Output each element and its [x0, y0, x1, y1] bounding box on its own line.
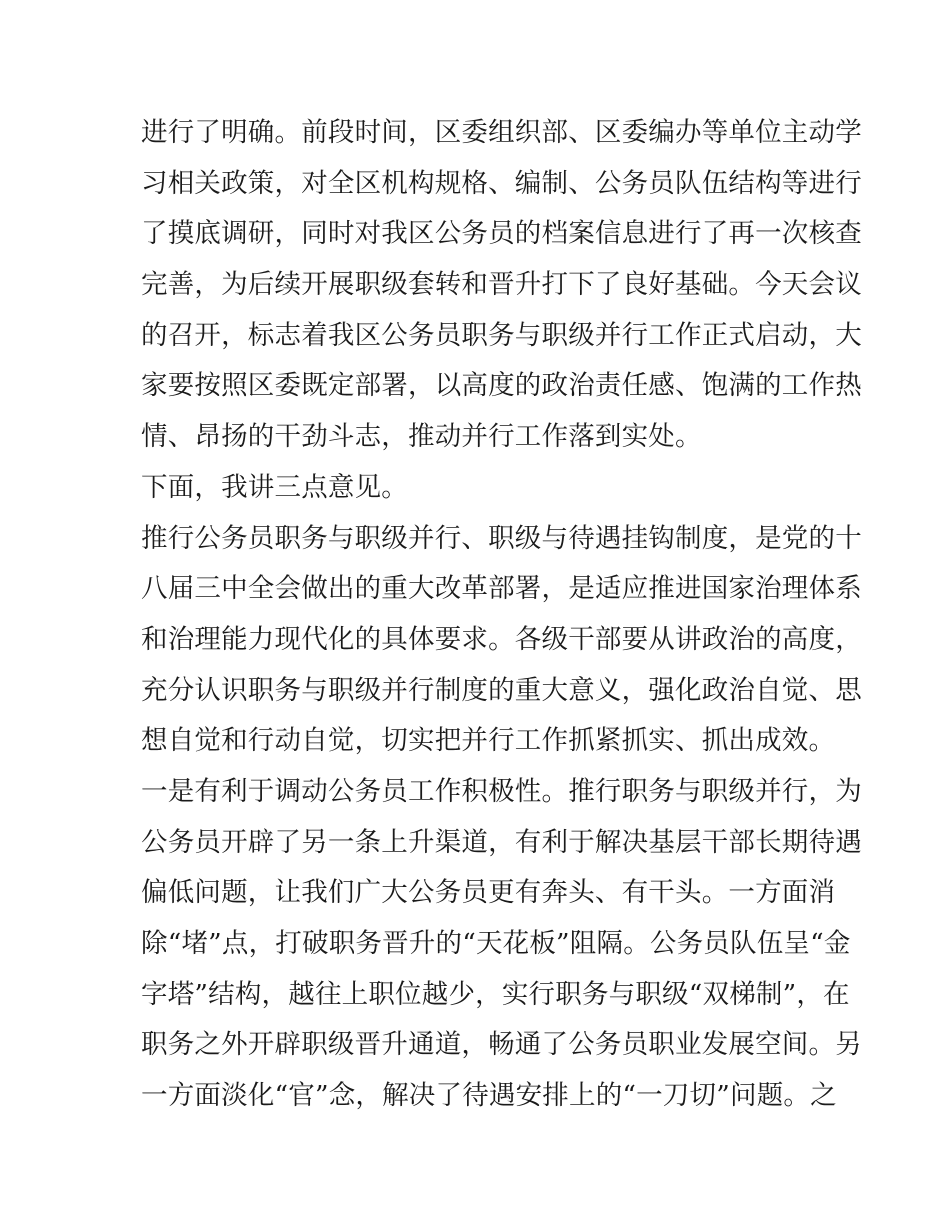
text-line: 完善，为后续开展职级套转和晋升打下了良好基础。今天会议: [141, 269, 862, 301]
text-line: 家要按照区委既定部署，以高度的政治责任感、饱满的工作热: [141, 370, 862, 402]
text-line: 习相关政策，对全区机构规格、编制、公务员队伍结构等进行: [141, 167, 862, 199]
text-line: 了摸底调研，同时对我区公务员的档案信息进行了再一次核查: [141, 218, 862, 250]
text-line: 的召开，标志着我区公务员职务与职级并行工作正式启动，大: [141, 319, 862, 351]
text-line: 公务员开辟了另一条上升渠道，有利于解决基层干部长期待遇: [141, 826, 862, 858]
text-line: 想自觉和行动自觉，切实把并行工作抓紧抓实、抓出成效。: [141, 725, 836, 757]
text-line: 推行公务员职务与职级并行、职级与待遇挂钩制度，是党的十: [141, 522, 862, 554]
text-line: 八届三中全会做出的重大改革部署，是适应推进国家治理体系: [141, 573, 862, 605]
text-line: 情、昂扬的干劲斗志，推动并行工作落到实处。: [141, 421, 702, 453]
text-line: 职务之外开辟职级晋升通道，畅通了公务员职业发展空间。另: [141, 1029, 862, 1061]
text-line: 和治理能力现代化的具体要求。各级干部要从讲政治的高度，: [141, 623, 862, 655]
text-line: 除“堵”点，打破职务晋升的“天花板”阻隔。公务员队伍呈“金: [141, 928, 851, 959]
text-line: 偏低问题，让我们广大公务员更有奔头、有干头。一方面消: [141, 877, 836, 909]
text-line: 一方面淡化“官”念，解决了待遇安排上的“一刀切”问题。之: [141, 1080, 837, 1112]
body-text: [141, 108, 862, 1122]
text-line: 字塔”结构，越往上职位越少，实行职务与职级“双梯制”，在: [141, 978, 850, 1010]
text-line: 充分认识职务与职级并行制度的重大意义，强化政治自觉、思: [141, 674, 862, 706]
text-line: 下面，我讲三点意见。: [141, 471, 408, 503]
text-line: 一是有利于调动公务员工作积极性。推行职务与职级并行，为: [141, 775, 862, 807]
text-line: 进行了明确。前段时间，区委组织部、区委编办等单位主动学: [141, 117, 862, 148]
